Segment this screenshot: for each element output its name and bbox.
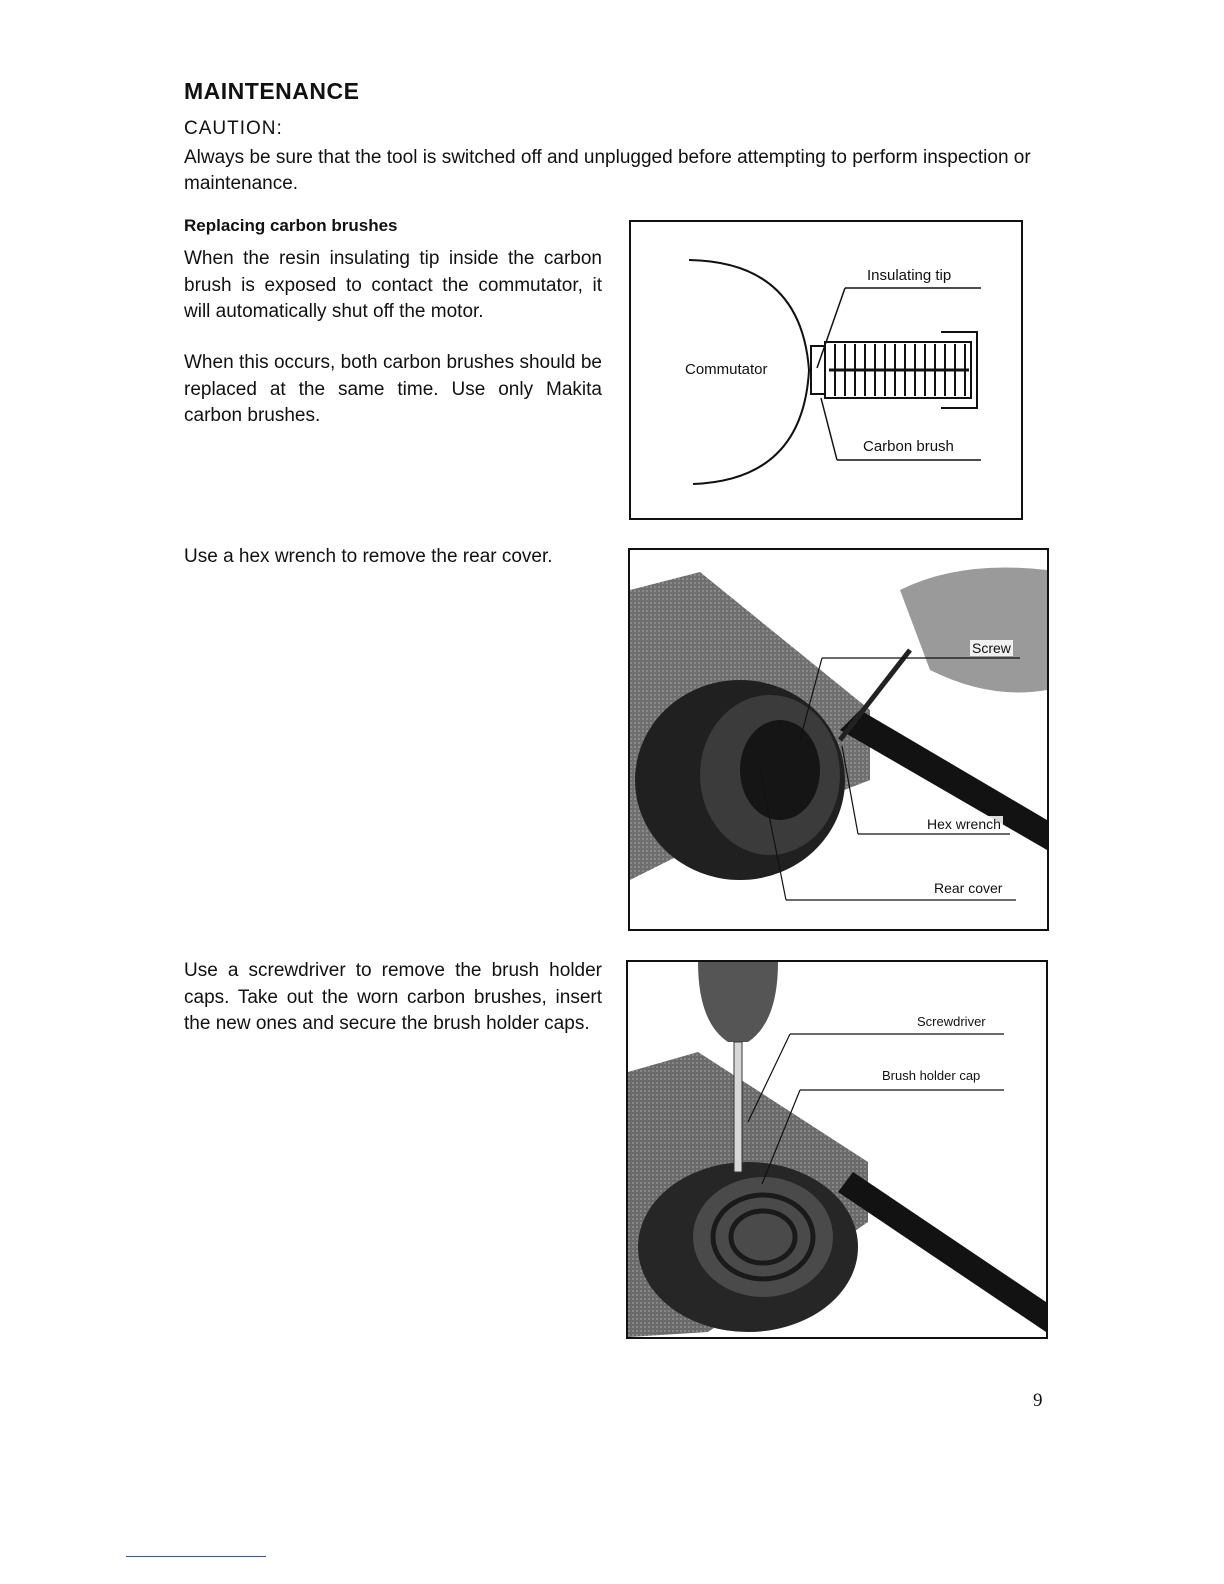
label-hex-wrench: Hex wrench xyxy=(927,816,1001,832)
footer-rule xyxy=(126,1556,266,1557)
label-commutator: Commutator xyxy=(685,361,768,378)
paragraph-hex-wrench: Use a hex wrench to remove the rear cover. xyxy=(184,546,553,567)
paragraph-screwdriver: Use a screwdriver to remove the brush holder caps. Take out the worn carbon brushes, insert the new ones and secure the brush holder caps. xyxy=(184,960,602,1034)
carbon-brush-diagram xyxy=(629,220,1023,520)
caution-text: Always be sure that the tool is switched off and unplugged before attempting to perform inspection or maintenance. xyxy=(184,147,1031,194)
label-brush-holder-cap: Brush holder cap xyxy=(882,1068,981,1083)
paragraph-insulating-tip: When the resin insulating tip inside the carbon brush is exposed to contact the commutator, it will automatically shut off the motor. xyxy=(184,248,602,322)
label-screwdriver: Screwdriver xyxy=(917,1014,986,1029)
caution-label: CAUTION: xyxy=(184,118,283,139)
rear-cover-photo xyxy=(628,548,1049,931)
label-screw: Screw xyxy=(972,640,1011,656)
section-title: Replacing carbon brushes xyxy=(184,216,398,235)
paragraph-replace-both: When this occurs, both carbon brushes should be replaced at the same time. Use only Makita carbon brushes. xyxy=(184,352,602,426)
label-carbon-brush: Carbon brush xyxy=(863,438,954,455)
rear-cover-photo-drawing xyxy=(630,550,1047,929)
page-heading: MAINTENANCE xyxy=(184,78,360,104)
brush-holder-photo xyxy=(626,960,1048,1339)
label-insulating-tip: Insulating tip xyxy=(867,267,952,284)
page-number: 9 xyxy=(1033,1390,1043,1411)
label-rear-cover: Rear cover xyxy=(934,880,1003,896)
